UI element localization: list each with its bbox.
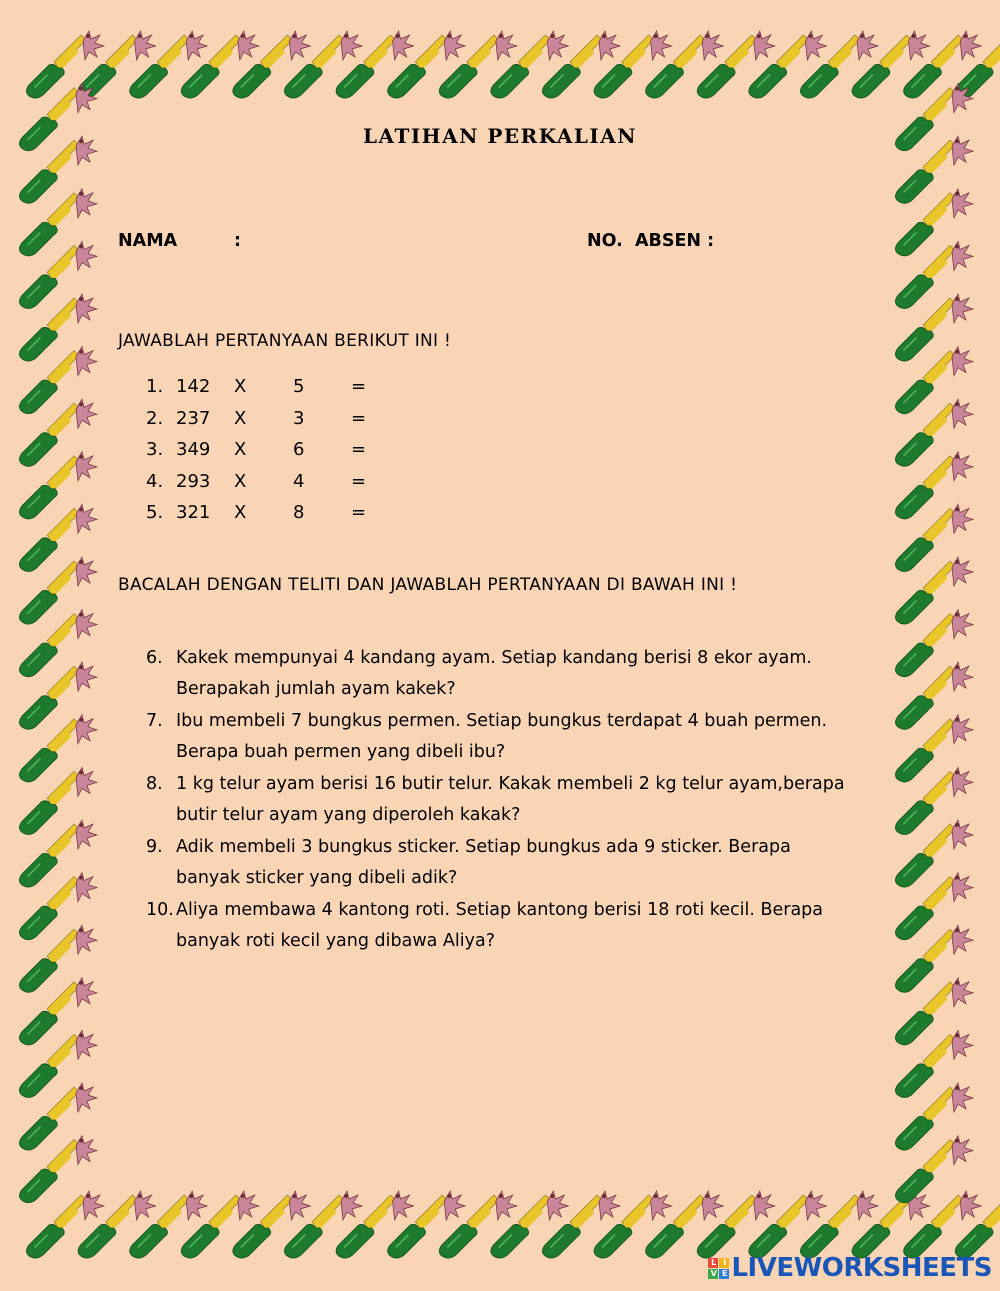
calc-operand-a: 321 [176,502,211,523]
calc-equals: = [351,502,367,523]
calc-number: 2. [146,407,164,429]
question-line-2: Berapakah jumlah ayam kakek? [176,679,456,699]
section2-heading: BACALAH DENGAN TELITI DAN JAWABLAH PERTANYAAN DI BAWAH INI ! [118,575,738,595]
question-line-1: Adik membeli 3 bungkus sticker. Setiap bungkus ada 9 sticker. Berapa [176,837,791,857]
name-colon: : [234,231,241,251]
logo-tile: I [719,1258,729,1268]
question-line-2: Berapa buah permen yang dibeli ibu? [176,742,506,762]
calc-operand-b: 5 [293,376,305,397]
calc-number: 1. [146,376,164,397]
name-label: NAMA [118,231,178,251]
question-number: 7. [146,711,163,731]
calc-equals: = [351,376,367,397]
question-number: 9. [146,837,163,857]
worksheet-title: LATIHAN PERKALIAN [362,124,638,148]
absen-label: NO. ABSEN : [587,231,715,251]
question-line-1: Ibu membeli 7 bungkus permen. Setiap bungkus terdapat 4 buah permen. [176,711,828,731]
calc-number: 4. [146,470,164,492]
calc-equals: = [351,407,367,429]
calc-operand-b: 3 [293,407,305,429]
calc-number: 3. [146,439,164,460]
liveworksheets-logo-icon [708,1258,729,1279]
calc-number: 5. [146,502,164,523]
question-line-2: butir telur ayam yang diperoleh kakak? [176,805,521,825]
word-problem-10 [146,895,886,957]
question-number: 8. [146,774,163,794]
calc-operand-b: 4 [293,470,305,492]
calc-equals: = [351,439,367,460]
question-line-1: 1 kg telur ayam berisi 16 butir telur. Kakak membeli 2 kg telur ayam,berapa [176,774,845,794]
calc-operand-b: 6 [293,439,305,460]
question-number: 10. [146,900,174,920]
calc-operand-a: 293 [176,470,211,492]
question-line-2: banyak sticker yang dibeli adik? [176,868,458,888]
calc-operand-a: 142 [176,376,211,397]
question-number: 6. [146,648,163,668]
question-line-1: Kakek mempunyai 4 kandang ayam. Setiap kandang berisi 8 ekor ayam. [176,648,812,668]
logo-tile: E [719,1269,729,1279]
word-problem-list [146,643,886,958]
section1-heading: JAWABLAH PERTANYAAN BERIKUT INI ! [118,331,452,351]
word-problem-6 [146,643,886,705]
logo-tile: V [708,1269,718,1279]
calc-operator: X [234,407,247,429]
calc-operator: X [234,502,247,523]
calc-operand-b: 8 [293,502,305,523]
question-line-1: Aliya membawa 4 kantong roti. Setiap kantong berisi 18 roti kecil. Berapa [176,900,824,920]
calc-operator: X [234,470,247,492]
logo-tile: L [708,1258,718,1268]
calc-operator: X [234,439,247,460]
word-problem-8 [146,769,886,831]
calc-operand-a: 349 [176,439,211,460]
word-problem-7 [146,706,886,768]
watermark-text: LIVEWORKSHEETS [731,1253,992,1283]
calc-operator: X [234,376,247,397]
calc-operand-a: 237 [176,407,211,429]
liveworksheets-watermark [708,1253,992,1283]
calc-equals: = [351,470,367,492]
question-line-2: banyak roti kecil yang dibawa Aliya? [176,931,495,951]
word-problem-9 [146,832,886,894]
